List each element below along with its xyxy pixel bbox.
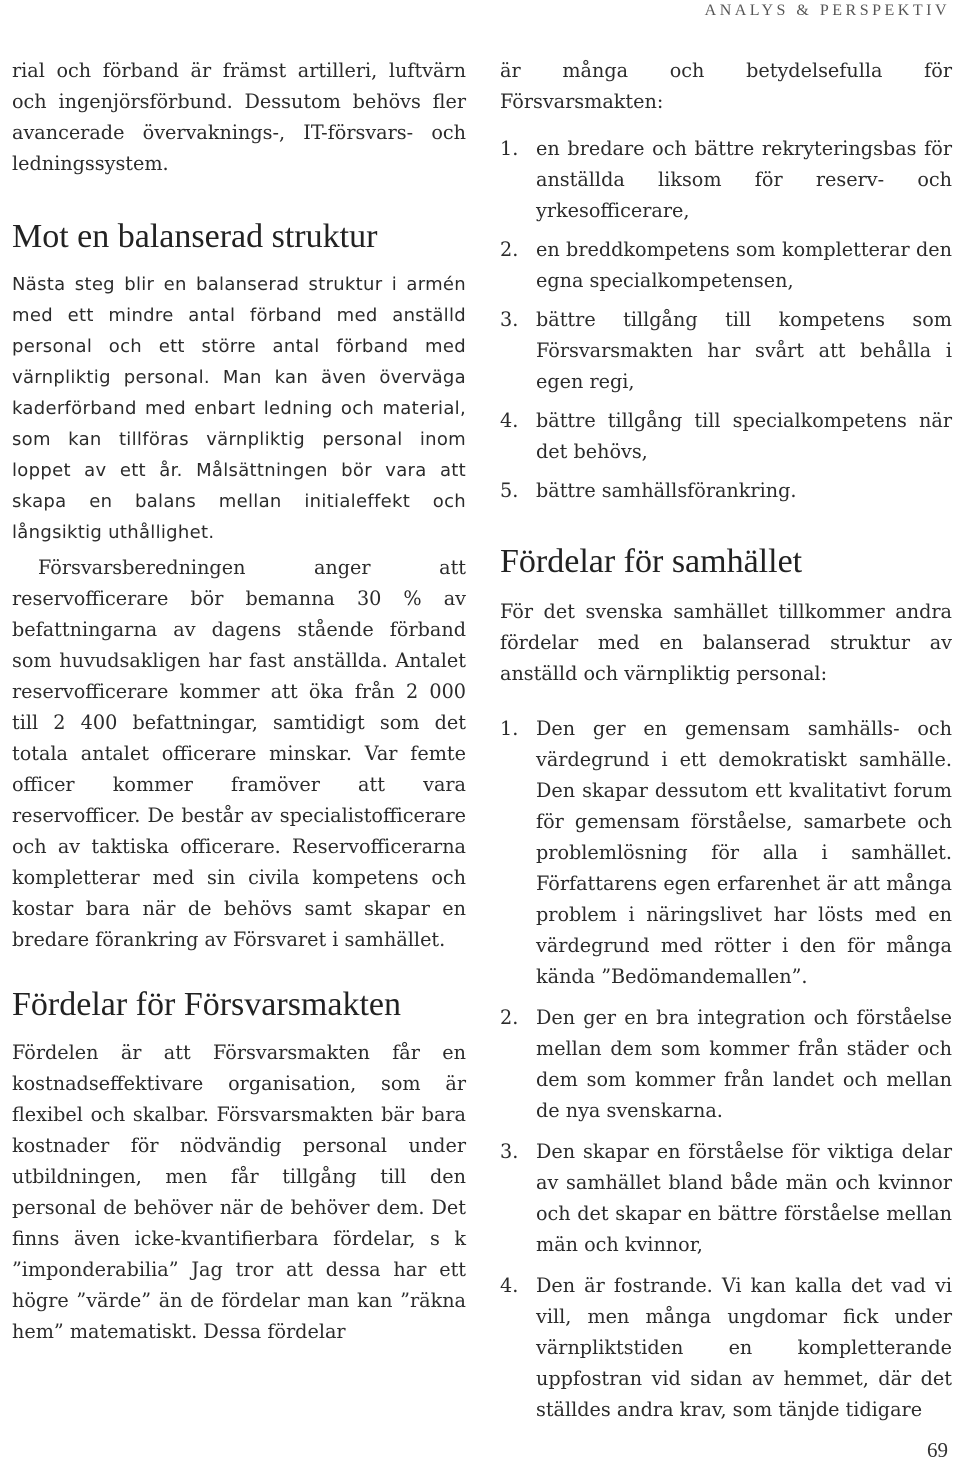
list-item xyxy=(500,1270,952,1425)
running-header: ANALYS & PERSPEKTIV xyxy=(704,2,950,19)
list-item-text: bättre samhällsförankring. xyxy=(536,479,797,502)
heading-benefits-armed-forces: Fördelar för Försvarsmakten xyxy=(12,986,402,1023)
armed-forces-benefits-list xyxy=(500,133,952,506)
list-item-number: 2. xyxy=(500,238,519,261)
paragraph-balanced-structure: Nästa steg blir en balanserad struktur i armén med ett mindre antal förband med anställd personal och ett större antal förband med värnpliktig personal. Man kan även överväga kaderförband med enbart ledning och material, som kan tillföras värnpliktig personal inom loppet av ett år. Målsättningen bör vara att skapa en balans mellan initialeffekt och långsiktig uthållighet. xyxy=(12,274,466,543)
list-item-text: Den skapar en förståelse för viktiga delar av samhället bland både män och kvinnor och det skapar en bättre förståelse mellan män och kvinnor, xyxy=(536,1140,952,1256)
list-item-number: 1. xyxy=(500,137,519,160)
list-item-number: 4. xyxy=(500,409,519,432)
list-item-number: 3. xyxy=(500,308,519,331)
list-item-text: Den ger en gemensam samhälls- och värdegrund i ett demokratiskt samhälle. Den skapar dessutom ett kvalitativt forum för gemensam förståelse, samarbete och problemlösning för alla i samhället. Författarens egen erfarenhet är att många problem i näringslivet har lösts med en värdegrund med rötter i den för många kända ”Bedömandemallen”. xyxy=(536,717,952,988)
left-column xyxy=(12,55,466,1347)
right-column xyxy=(500,55,952,1425)
list-item xyxy=(500,405,952,467)
left-intro-paragraph: rial och förband är främst artilleri, luftvärn och ingenjörsförbund. Dessutom behövs fler avancerade övervaknings-, IT-försvars- och ledningssystem. xyxy=(12,59,466,175)
list-item-text: en breddkompetens som kompletterar den egna specialkompetensen, xyxy=(536,238,952,292)
list-item-number: 2. xyxy=(500,1006,519,1029)
list-item-text: bättre tillgång till specialkompetens när det behövs, xyxy=(536,409,952,463)
list-item-text: Den är fostrande. Vi kan kalla det vad vi vill, men många ungdomar fick under värnpliktstiden en kompletterande uppfostran vid sidan av hemmet, där det ställdes andra krav, som tänjde tidigare xyxy=(536,1274,952,1421)
list-item xyxy=(500,1136,952,1260)
list-item xyxy=(500,133,952,226)
list-item-text: en bredare och bättre rekryteringsbas för anställda liksom för reserv- och yrkesofficerare, xyxy=(536,137,952,222)
paragraph-benefits-armed-forces: Fördelen är att Försvarsmakten får en kostnadseffektivare organisation, som är flexibel och skalbar. Försvarsmakten bär bara kostnader för nödvändig personal under utbildningen, men får tillgång till den personal de behöver när de behöver dem. Det finns även icke-kvantifierbara fördelar, s k ”imponderabilia” Jag tror att dessa har ett högre ”värde” än de fördelar man kan ”räkna hem” matematiskt. Dessa fördelar xyxy=(12,1041,466,1343)
list-item-text: bättre tillgång till kompetens som Försvarsmakten har svårt att behålla i egen regi, xyxy=(536,308,952,393)
right-intro-paragraph: är många och betydelsefulla för Försvarsmakten: xyxy=(500,59,952,113)
list-item-number: 1. xyxy=(500,717,519,740)
list-item xyxy=(500,475,952,506)
heading-benefits-society: Fördelar för samhället xyxy=(500,543,803,580)
society-benefits-list xyxy=(500,713,952,1425)
paragraph-benefits-society: För det svenska samhället tillkommer andra fördelar med en balanserad struktur av anställd och värnpliktig personal: xyxy=(500,600,952,685)
list-item xyxy=(500,713,952,992)
list-item-number: 5. xyxy=(500,479,519,502)
page-number: 69 xyxy=(927,1438,948,1462)
list-item-number: 3. xyxy=(500,1140,519,1163)
list-item xyxy=(500,304,952,397)
list-item xyxy=(500,1002,952,1126)
paragraph-reserve-officers: Försvarsberedningen anger att reservofficerare bör bemanna 30 % av befattningarna av dagens stående förband som huvudsakligen har fast anställda. Antalet reservofficerare kommer att öka från 2 000 till 2 400 befattningar, samtidigt som det totala antalet officerare minskar. Var femte officer kommer framöver att vara reservofficer. De består av specialistofficerare och av taktiska officerare. Reservofficerarna kompletterar med sin civila kompetens och kostar bara när de behövs samt skapar en bredare förankring av Försvaret i samhället. xyxy=(12,556,466,951)
list-item xyxy=(500,234,952,296)
list-item-text: Den ger en bra integration och förståelse mellan dem som kommer från städer och dem som kommer från landet och mellan de nya svenskarna. xyxy=(536,1006,952,1122)
heading-balanced-structure: Mot en balanserad struktur xyxy=(12,218,378,255)
list-item-number: 4. xyxy=(500,1274,519,1297)
